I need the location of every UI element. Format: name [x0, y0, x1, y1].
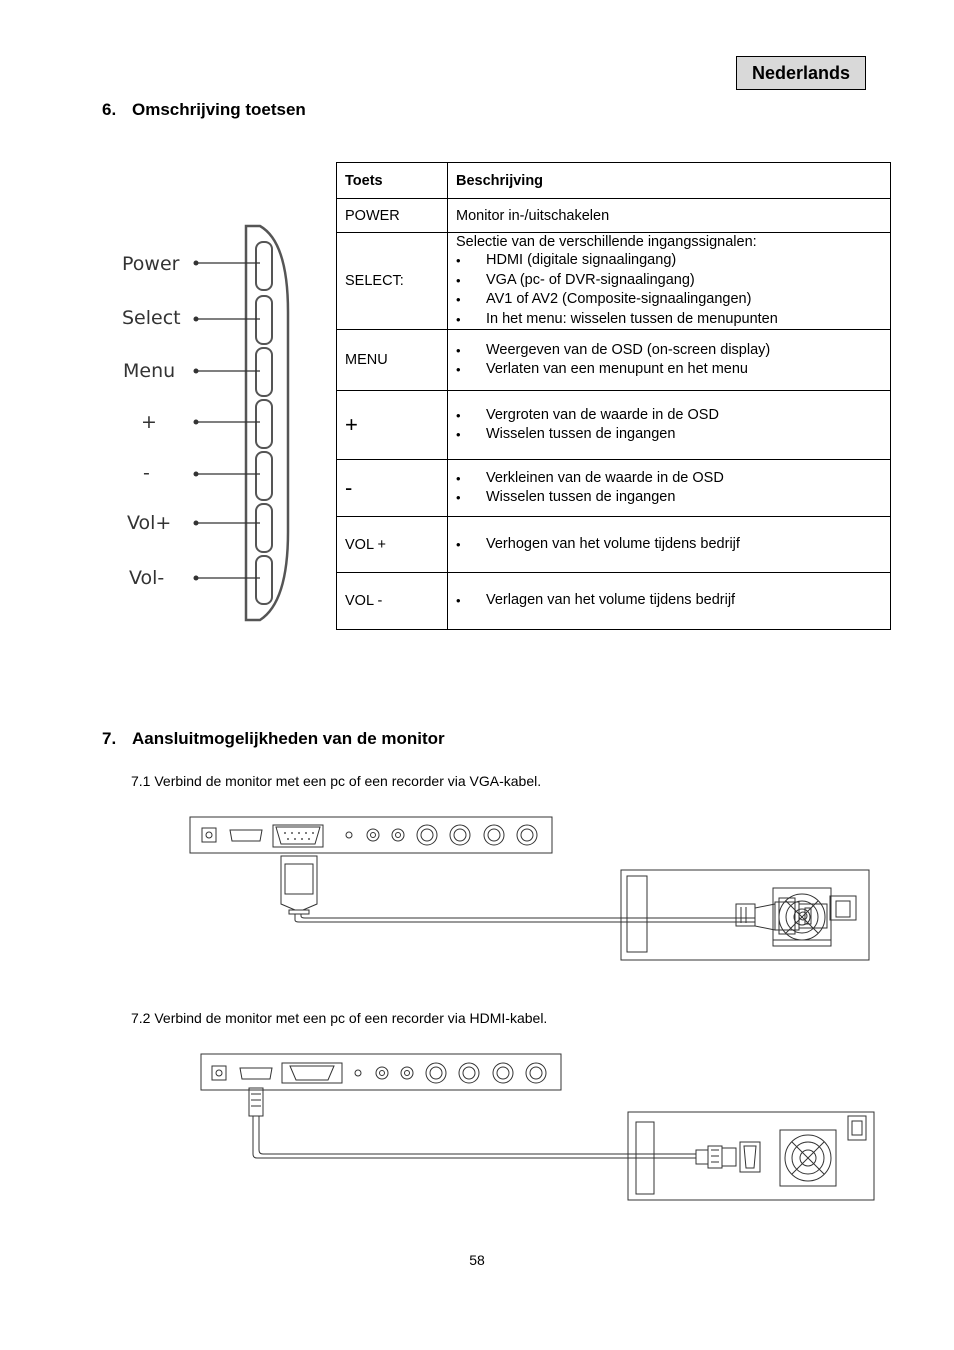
keys-table — [336, 162, 891, 630]
list-item: • AV1 of AV2 (Composite-signaalingangen) — [456, 290, 882, 310]
row-desc — [448, 460, 891, 517]
header-desc: Beschrijving — [448, 163, 891, 199]
row-desc: Monitor in-/uitschakelen — [448, 199, 891, 233]
table-row — [337, 573, 891, 630]
list-item: • Verhogen van het volume tijdens bedrijf — [456, 535, 882, 555]
hdmi-connection-diagram — [196, 1050, 896, 1210]
label-vol-minus: Vol- — [129, 567, 165, 589]
list-item: • Weergeven van de OSD (on-screen display) — [456, 341, 882, 361]
table-header-row — [337, 163, 891, 199]
label-menu: Menu — [123, 360, 176, 382]
section-6-heading — [102, 100, 306, 120]
section-7-number: 7. — [102, 729, 117, 748]
row-key: SELECT: — [337, 233, 448, 330]
bullet-list — [456, 251, 882, 329]
row-key: MENU — [337, 330, 448, 391]
list-item: • In het menu: wisselen tussen de menupunten — [456, 310, 882, 330]
table-row — [337, 517, 891, 573]
label-vol-plus: Vol+ — [127, 512, 172, 534]
header-key: Toets — [337, 163, 448, 199]
table-row — [337, 330, 891, 391]
list-item: • Vergroten van de waarde in de OSD — [456, 406, 882, 426]
table-row — [337, 199, 891, 233]
section-6-number: 6. — [102, 100, 117, 119]
select-intro: Selectie van de verschillende ingangssignalen: — [456, 234, 757, 250]
bullet-list — [456, 406, 882, 445]
row-desc — [448, 517, 891, 573]
row-desc — [448, 330, 891, 391]
vga-connection-diagram — [185, 814, 885, 964]
row-key: VOL - — [337, 573, 448, 630]
button-panel-diagram — [110, 222, 310, 632]
list-item: • Verkleinen van de waarde in de OSD — [456, 469, 882, 489]
label-power: Power — [122, 253, 180, 275]
section-7-heading — [102, 729, 445, 749]
list-item: • Verlagen van het volume tijdens bedrijf — [456, 591, 882, 611]
list-item: • Verlaten van een menupunt en het menu — [456, 360, 882, 380]
section-6-title: Omschrijving toetsen — [132, 100, 306, 119]
list-item: • VGA (pc- of DVR-signaalingang) — [456, 271, 882, 291]
step-7-1: 7.1 Verbind de monitor met een pc of een recorder via VGA-kabel. — [131, 773, 542, 789]
bullet-list — [456, 535, 882, 555]
bullet-list — [456, 341, 882, 380]
label-minus: - — [143, 462, 150, 484]
language-tab: Nederlands — [736, 56, 866, 90]
row-desc — [448, 233, 891, 330]
bullet-list — [456, 469, 882, 508]
row-key: VOL + — [337, 517, 448, 573]
table-row — [337, 460, 891, 517]
row-key: POWER — [337, 199, 448, 233]
step-7-2: 7.2 Verbind de monitor met een pc of een recorder via HDMI-kabel. — [131, 1010, 548, 1026]
list-item: • Wisselen tussen de ingangen — [456, 488, 882, 508]
label-select: Select — [122, 307, 181, 329]
bullet-list — [456, 591, 882, 611]
row-desc — [448, 573, 891, 630]
table-row — [337, 391, 891, 460]
section-7-title: Aansluitmogelijkheden van de monitor — [132, 729, 445, 748]
row-key: + — [337, 391, 448, 460]
table-row — [337, 233, 891, 330]
page-number: 58 — [469, 1252, 485, 1268]
row-desc — [448, 391, 891, 460]
label-plus: + — [141, 411, 157, 433]
row-key: - — [337, 460, 448, 517]
list-item: • HDMI (digitale signaalingang) — [456, 251, 882, 271]
list-item: • Wisselen tussen de ingangen — [456, 425, 882, 445]
